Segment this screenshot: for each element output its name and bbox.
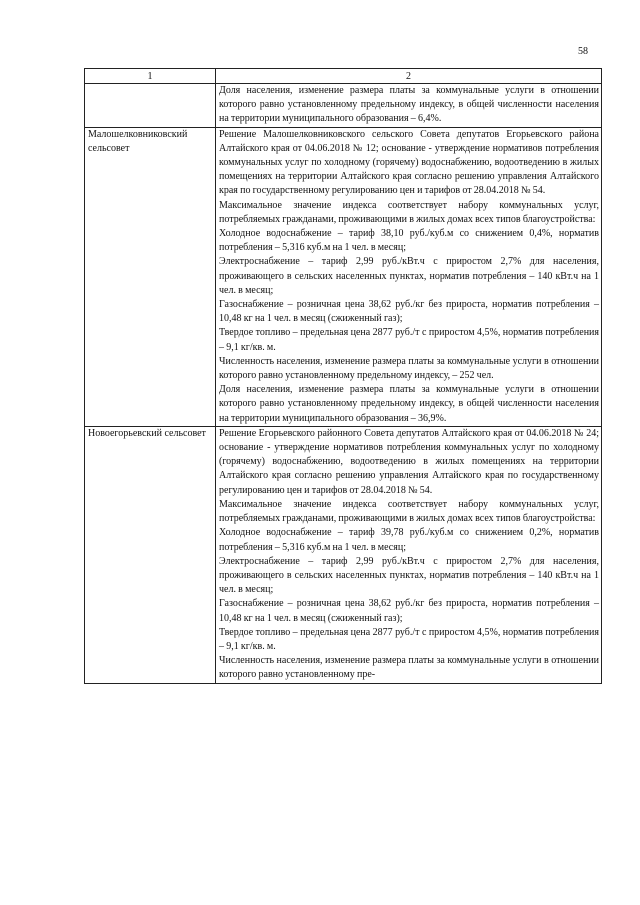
tariff-table — [84, 68, 602, 684]
column-header-1: 1 — [85, 69, 216, 84]
paragraph: Численность населения, изменение размера платы за коммунальные услуги в отношении которого равно установленному предельному индексу, – 252 чел. — [219, 355, 599, 382]
paragraph: Доля населения, изменение размера платы за коммунальные услуги в отношении которого равно установленному предельному индексу, в общей численности населения на территории муниципального образования – 6,4%. — [219, 85, 599, 125]
paragraph: Численность населения, изменение размера платы за коммунальные услуги в отношении которого равно установленному пре- — [219, 655, 599, 681]
table-row — [85, 426, 602, 683]
paragraph: Холодное водоснабжение – тариф 38,10 руб./куб.м со снижением 0,4%, норматив потребления – 5,316 куб.м на 1 чел. в месяц; — [219, 228, 599, 254]
table-row — [85, 127, 602, 426]
paragraph: Твердое топливо – предельная цена 2877 руб./т с приростом 4,5%, норматив потребления – 9,1 кг/кв. м. — [219, 327, 599, 353]
region-cell: Новоегорьевский сельсовет — [85, 426, 216, 683]
page-number: 58 — [578, 46, 588, 57]
paragraph: Газоснабжение – розничная цена 38,62 руб./кг без прироста, норматив потребления – 10,48 кг на 1 чел. в месяц (сжиженный газ); — [219, 598, 599, 624]
table-row — [85, 84, 602, 128]
table-header-row — [85, 69, 602, 84]
details-cell — [216, 127, 602, 426]
paragraph: Газоснабжение – розничная цена 38,62 руб./кг без прироста, норматив потребления – 10,48 кг на 1 чел. в месяц (сжиженный газ); — [219, 299, 599, 325]
paragraph: Максимальное значение индекса соответствует набору коммунальных услуг, потребляемых гражданами, проживающими в жилых домах всех типов благоустройства: — [219, 199, 599, 225]
paragraph: Электроснабжение – тариф 2,99 руб./кВт.ч с приростом 2,7% для населения, проживающего в сельских населенных пунктах, норматив потребления – 140 кВт.ч на 1 чел. в месяц; — [219, 256, 599, 296]
details-cell — [216, 426, 602, 683]
paragraph: Доля населения, изменение размера платы за коммунальные услуги в отношении которого равно установленному предельному индексу, в общей численности населения на территории муниципального образования – 36,9%. — [219, 384, 599, 424]
details-cell — [216, 84, 602, 128]
paragraph: Максимальное значение индекса соответствует набору коммунальных услуг, потребляемых гражданами, проживающими в жилых домах всех типов благоустройства: — [219, 498, 599, 525]
paragraph: Холодное водоснабжение – тариф 39,78 руб./куб.м со снижением 0,2%, норматив потребления – 5,316 куб.м на 1 чел. в месяц; — [219, 527, 599, 553]
region-cell — [85, 84, 216, 128]
column-header-2: 2 — [216, 69, 602, 84]
paragraph: Решение Егорьевского районного Совета депутатов Алтайского края от 04.06.2018 № 24; основание - утверждение нормативов потребления коммунальных услуг по холодному (горячему) водоснабжению, водоотведению в жилых помещениях на территории Алтайского края согласно решению управления Алтайского края по государственному регулированию цен и тарифов от 28.04.2018 № 54. — [219, 427, 599, 496]
paragraph: Решение Малошелковниковского сельского Совета депутатов Егорьевского района Алтайского края от 04.06.2018 № 12; основание - утверждение нормативов потребления коммунальных услуг по холодному (горячему) водоснабжению, водоотведению в жилых помещениях на территории Алтайского края согласно решению управления Алтайского края по государственному регулированию цен и тарифов от 28.04.2018 № 54. — [219, 128, 599, 197]
paragraph: Электроснабжение – тариф 2,99 руб./кВт.ч с приростом 2,7% для населения, проживающего в сельских населенных пунктах, норматив потребления – 140 кВт.ч на 1 чел. в месяц; — [219, 555, 599, 596]
paragraph: Твердое топливо – предельная цена 2877 руб./т с приростом 4,5%, норматив потребления – 9,1 кг/кв. м. — [219, 626, 599, 652]
region-cell: Малошелковниковский сельсовет — [85, 127, 216, 426]
